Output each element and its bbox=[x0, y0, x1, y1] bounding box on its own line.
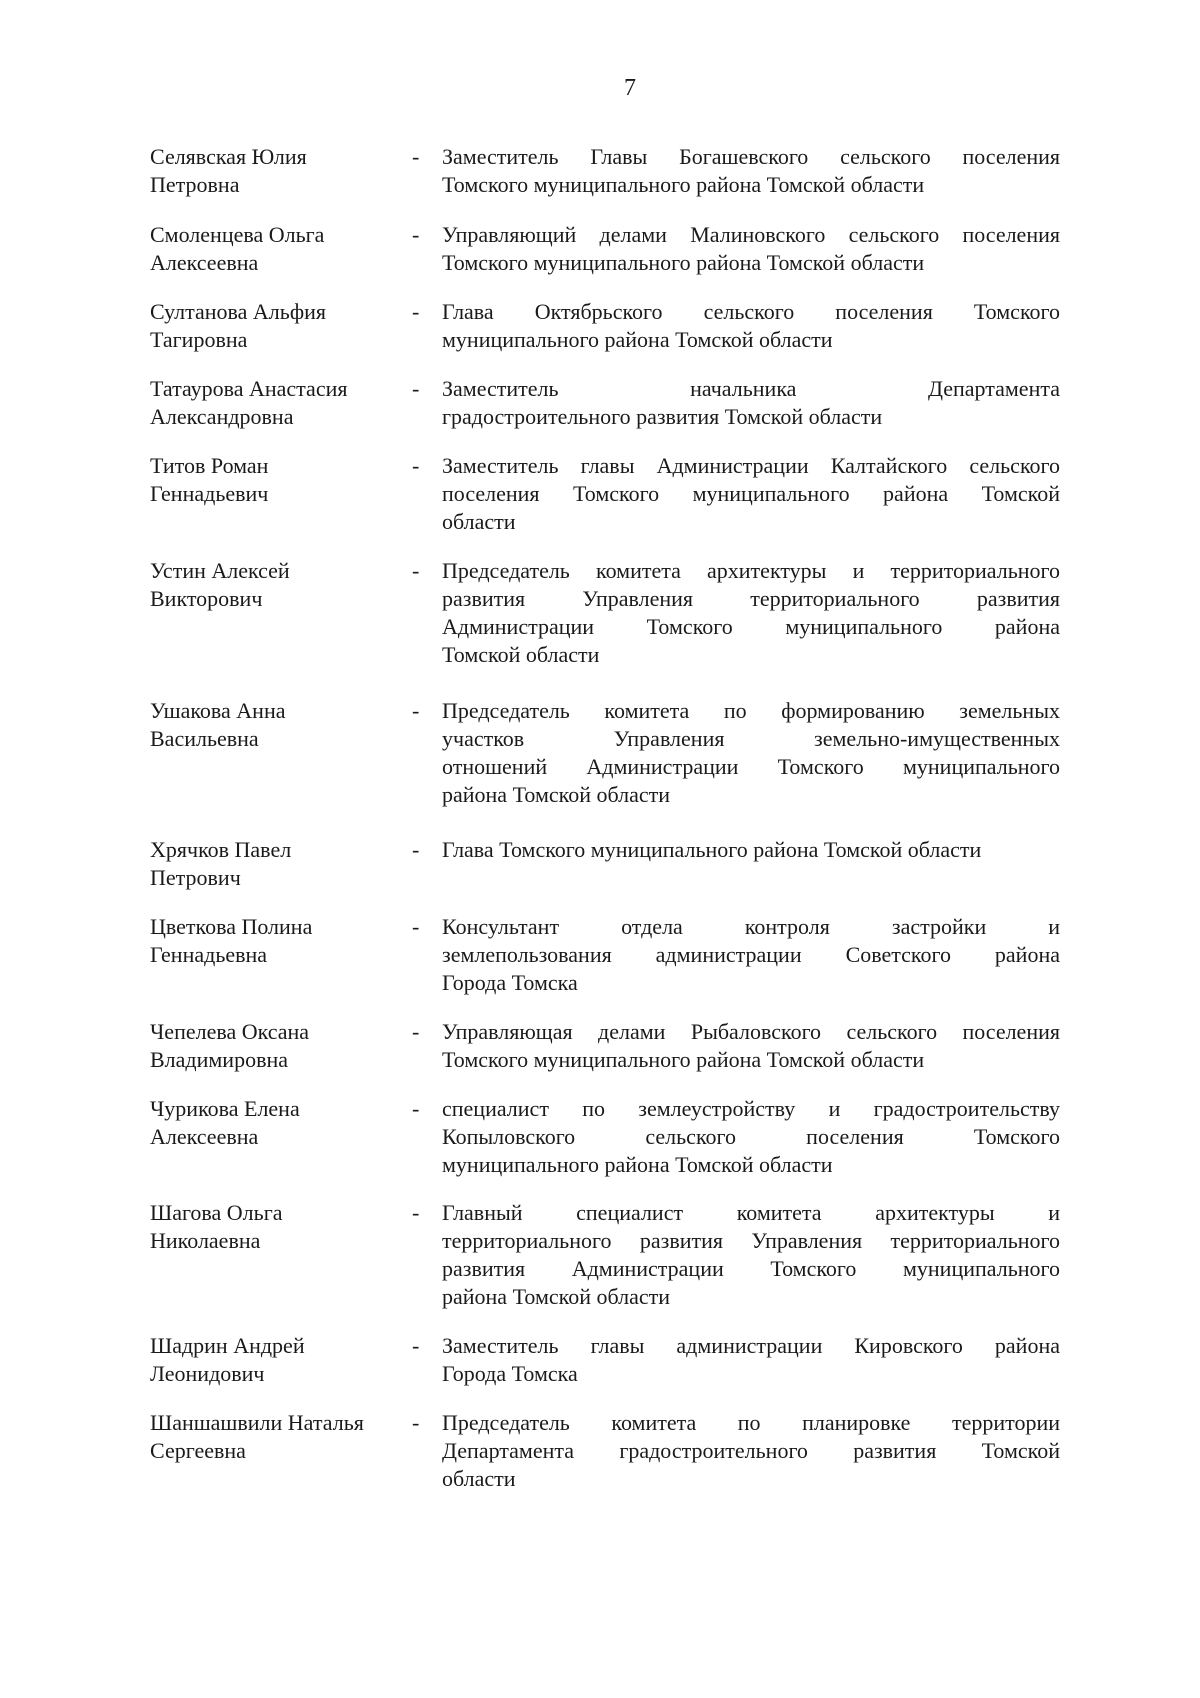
person-name bbox=[150, 697, 390, 753]
desc-line: Глава Томского муниципального района Томской области bbox=[442, 837, 982, 862]
position-description bbox=[442, 1018, 1060, 1074]
desc-line: Управляющий делами Малиновского сельского поселения bbox=[442, 222, 1060, 247]
desc-line: муниципального района Томской области bbox=[442, 327, 833, 352]
position-description bbox=[442, 143, 1060, 199]
desc-line: Глава Октябрьского сельского поселения Томского bbox=[442, 299, 1060, 324]
name-line: Васильевна bbox=[150, 726, 259, 751]
name-line: Чурикова Елена bbox=[150, 1096, 300, 1121]
desc-line: Копыловского сельского поселения Томского bbox=[442, 1124, 1060, 1149]
position-description bbox=[442, 836, 1060, 864]
desc-line: Заместитель главы Администрации Калтайского сельского bbox=[442, 453, 1060, 478]
name-line: Геннадьевич bbox=[150, 481, 269, 506]
name-line: Султанова Альфия bbox=[150, 299, 326, 324]
desc-line: Управляющая делами Рыбаловского сельского поселения bbox=[442, 1019, 1060, 1044]
name-line: Шаншашвили Наталья bbox=[150, 1410, 364, 1435]
dash-separator: - bbox=[412, 698, 420, 723]
name-line: Петрович bbox=[150, 865, 241, 890]
name-line: Ушакова Анна bbox=[150, 698, 286, 723]
position-description bbox=[442, 557, 1060, 669]
person-name bbox=[150, 913, 390, 969]
name-line: Селявская Юлия bbox=[150, 144, 307, 169]
desc-line: участков Управления земельно-имущественных bbox=[442, 726, 1060, 751]
dash-separator: - bbox=[412, 914, 420, 939]
name-line: Петровна bbox=[150, 172, 240, 197]
name-line: Хрячков Павел bbox=[150, 837, 292, 862]
page-number: 7 bbox=[624, 75, 636, 101]
desc-line: Председатель комитета архитектуры и территориального bbox=[442, 558, 1060, 583]
desc-line: Администрации Томского муниципального района bbox=[442, 614, 1060, 639]
name-line: Александровна bbox=[150, 404, 294, 429]
desc-line: развития Управления территориального развития bbox=[442, 586, 1060, 611]
person-name bbox=[150, 143, 390, 199]
position-description bbox=[442, 913, 1060, 997]
position-description bbox=[442, 452, 1060, 536]
position-description bbox=[442, 1409, 1060, 1493]
name-line: Владимировна bbox=[150, 1047, 289, 1072]
position-description bbox=[442, 298, 1060, 354]
dash-separator: - bbox=[412, 1019, 420, 1044]
name-line: Татаурова Анастасия bbox=[150, 376, 348, 401]
position-description bbox=[442, 1095, 1060, 1179]
desc-line: Департамента градостроительного развития Томской bbox=[442, 1438, 1060, 1463]
desc-line: землепользования администрации Советского района bbox=[442, 942, 1060, 967]
person-name bbox=[150, 221, 390, 277]
position-description bbox=[442, 1332, 1060, 1388]
desc-line: Города Томска bbox=[442, 1361, 578, 1386]
desc-line: Заместитель главы администрации Кировского района bbox=[442, 1333, 1060, 1358]
dash-separator: - bbox=[412, 376, 420, 401]
name-line: Смоленцева Ольга bbox=[150, 222, 325, 247]
dash-separator: - bbox=[412, 144, 420, 169]
person-name bbox=[150, 375, 390, 431]
dash-separator: - bbox=[412, 1410, 420, 1435]
dash-separator: - bbox=[412, 1096, 420, 1121]
name-line: Сергеевна bbox=[150, 1438, 246, 1463]
person-name bbox=[150, 557, 390, 613]
name-line: Устин Алексей bbox=[150, 558, 290, 583]
dash-separator: - bbox=[412, 453, 420, 478]
desc-line: Заместитель начальника Департамента bbox=[442, 376, 1060, 401]
person-name bbox=[150, 1409, 390, 1465]
dash-separator: - bbox=[412, 1200, 420, 1225]
name-line: Леонидович bbox=[150, 1361, 265, 1386]
dash-separator: - bbox=[412, 1333, 420, 1358]
name-line: Алексеевна bbox=[150, 1124, 259, 1149]
desc-line: градостроительного развития Томской области bbox=[442, 404, 883, 429]
desc-line: области bbox=[442, 509, 516, 534]
position-description bbox=[442, 1199, 1060, 1311]
position-description bbox=[442, 375, 1060, 431]
desc-line: поселения Томского муниципального района Томской bbox=[442, 481, 1060, 506]
desc-line: Главный специалист комитета архитектуры и bbox=[442, 1200, 1060, 1225]
desc-line: территориального развития Управления территориального bbox=[442, 1228, 1060, 1253]
person-name bbox=[150, 836, 390, 892]
desc-line: Томского муниципального района Томской области bbox=[442, 250, 925, 275]
desc-line: специалист по землеустройству и градостроительству bbox=[442, 1096, 1060, 1121]
desc-line: Консультант отдела контроля застройки и bbox=[442, 914, 1060, 939]
dash-separator: - bbox=[412, 299, 420, 324]
position-description bbox=[442, 697, 1060, 809]
desc-line: Томского муниципального района Томской области bbox=[442, 172, 925, 197]
name-line: Николаевна bbox=[150, 1228, 261, 1253]
desc-line: Томского муниципального района Томской области bbox=[442, 1047, 925, 1072]
dash-separator: - bbox=[412, 837, 420, 862]
desc-line: области bbox=[442, 1466, 516, 1491]
name-line: Шагова Ольга bbox=[150, 1200, 283, 1225]
dash-separator: - bbox=[412, 558, 420, 583]
desc-line: развития Администрации Томского муниципального bbox=[442, 1256, 1060, 1281]
desc-line: района Томской области bbox=[442, 1284, 671, 1309]
name-line: Тагировна bbox=[150, 327, 248, 352]
desc-line: Томской области bbox=[442, 642, 600, 667]
position-description bbox=[442, 221, 1060, 277]
name-line: Алексеевна bbox=[150, 250, 259, 275]
person-name bbox=[150, 1199, 390, 1255]
desc-line: района Томской области bbox=[442, 782, 671, 807]
desc-line: Заместитель Главы Богашевского сельского поселения bbox=[442, 144, 1060, 169]
dash-separator: - bbox=[412, 222, 420, 247]
name-line: Геннадьевна bbox=[150, 942, 268, 967]
name-line: Чепелева Оксана bbox=[150, 1019, 310, 1044]
desc-line: Председатель комитета по формированию земельных bbox=[442, 698, 1060, 723]
name-line: Титов Роман bbox=[150, 453, 269, 478]
desc-line: Города Томска bbox=[442, 970, 578, 995]
desc-line: муниципального района Томской области bbox=[442, 1152, 833, 1177]
person-name bbox=[150, 452, 390, 508]
person-name bbox=[150, 1095, 390, 1151]
desc-line: Председатель комитета по планировке территории bbox=[442, 1410, 1060, 1435]
person-name bbox=[150, 1332, 390, 1388]
name-line: Шадрин Андрей bbox=[150, 1333, 305, 1358]
person-name bbox=[150, 298, 390, 354]
name-line: Цветкова Полина bbox=[150, 914, 313, 939]
desc-line: отношений Администрации Томского муниципального bbox=[442, 754, 1060, 779]
person-name bbox=[150, 1018, 390, 1074]
name-line: Викторович bbox=[150, 586, 263, 611]
